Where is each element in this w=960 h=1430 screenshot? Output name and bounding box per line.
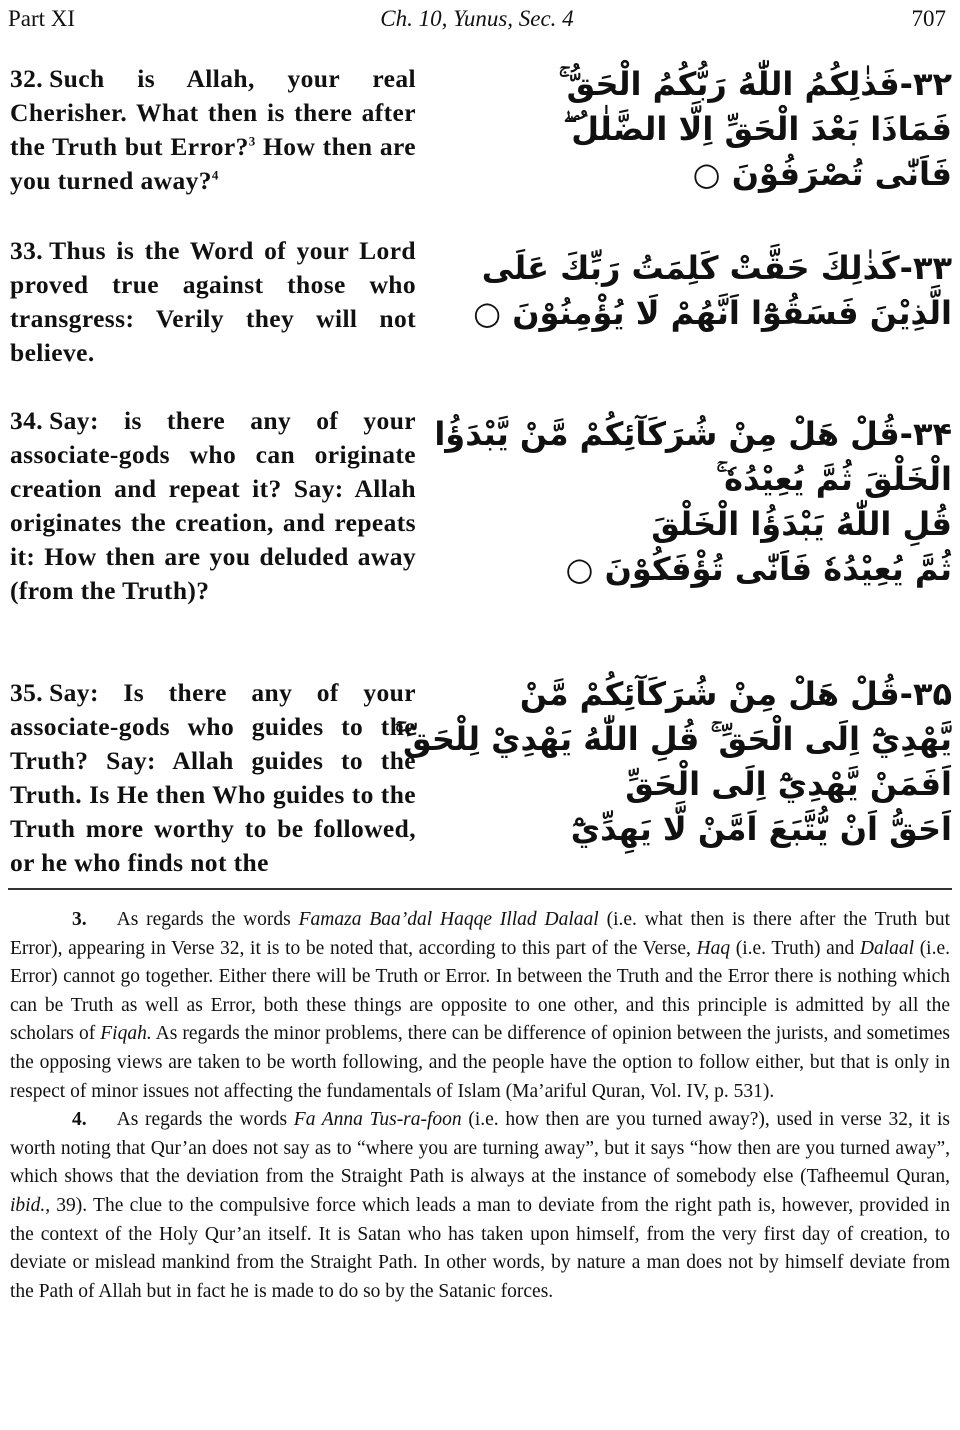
verse-33-english (10, 234, 416, 370)
arabic-line: فَمَاذَا بَعْدَ الْحَقِّ اِلَّا الضَّلٰلُ ۖ (563, 110, 952, 148)
footnote-text: (i.e. Truth) and (730, 937, 860, 959)
footnote-text: (i.e. Error) cannot go together. Either there will be Truth or Error. In between the Truth and the Error there is nothing which can be Truth as well as Error, both these things are opposite to one other, and this principle is admitted by all the scholars of (10, 937, 951, 1045)
footnote-italic: Dalaal (859, 937, 915, 959)
footnote-divider (8, 888, 952, 890)
footnote-4 (10, 1106, 950, 1306)
footnote-number: 4. (72, 1109, 87, 1131)
footnote-ref[interactable]: 4 (211, 167, 219, 183)
page-number: 707 (911, 6, 946, 31)
footnote-italic: Haq (696, 937, 731, 959)
running-header (8, 6, 946, 36)
arabic-line: ۳۲-فَذٰلِكُمُ اللّٰهُ رَبُّكُمُ الْحَقُّ ۚ (558, 65, 952, 103)
footnote-ref[interactable]: 3 (248, 133, 256, 149)
footnote-italic: Famaza Baa’dal Haqqe Illad Dalaal (298, 909, 599, 930)
footnote-number: 3. (72, 909, 87, 930)
arabic-line: ۳۳-كَذٰلِكَ حَقَّتْ كَلِمَتُ رَبِّكَ عَلَى (481, 249, 952, 287)
arabic-line: قُلِ اللّٰهُ يَبْدَؤُا الْخَلْقَ (651, 505, 952, 543)
arabic-line: اَحَقُّ اَنْ يُّتَّبَعَ اَمَّنْ لَّا يَهِدِّيْٓ (570, 810, 952, 848)
verse-35-arabic (395, 672, 952, 852)
arabic-line: ۳۵-قُلْ هَلْ مِنْ شُرَكَآئِكُمْ مَّنْ (519, 675, 952, 713)
arabic-line: يَّهْدِيْٓ اِلَى الْحَقِّ ۚ قُلِ اللّٰهُ يَهْدِيْ لِلْحَقِّ ۚ (395, 720, 952, 758)
verse-text: Such is Allah, your real Cherisher. What then is there after the Truth but Error? (10, 64, 416, 161)
verse-32-arabic (540, 62, 952, 197)
arabic-line: ثُمَّ يُعِيْدُهٗ فَاَنّٰى تُؤْفَكُوْنَ ○ (565, 550, 952, 588)
chapter-title: Ch. 10, Yunus, Sec. 4 (380, 6, 574, 31)
footnote-text: (i.e. what then is there after the Truth but Error), appearing in Verse 32, it is to be noted that, according to this part of the Verse, (10, 909, 950, 959)
verse-number: 35. (10, 678, 44, 707)
footnote-text: As regards the minor problems, there can be difference of opinion between the jurists, and sometimes the opposing views are taken to be worth following, and the people have the option to follow either, but that is only in respect of minor issues not affecting the fundamentals of Islam (Ma’ariful Quran, Vol. IV, p. 531). (10, 1023, 950, 1102)
verse-text-continued: How then are you turned away? (10, 132, 416, 195)
arabic-line: الَّذِيْنَ فَسَقُوْٓا اَنَّهُمْ لَا يُؤْمِنُوْنَ ○ (473, 294, 952, 332)
arabic-line: ۳۴-قُلْ هَلْ مِنْ شُرَكَآئِكُمْ مَّنْ يَّبْدَؤُا (434, 415, 952, 453)
verse-34-arabic (434, 412, 952, 592)
footnotes (10, 906, 950, 1306)
footnote-italic: ibid., (10, 1194, 51, 1216)
footnote-italic: Fiqah. (100, 1023, 152, 1045)
part-label: Part XI (8, 6, 76, 31)
verse-number: 34. (10, 406, 44, 435)
footnote-text: As regards the words (116, 909, 299, 930)
verse-33-arabic (473, 246, 952, 336)
footnote-text: As regards the words (116, 1109, 294, 1131)
arabic-line: اَفَمَنْ يَّهْدِيْٓ اِلَى الْحَقِّ (625, 765, 952, 803)
footnote-italic: Fa Anna Tus-ra-foon (293, 1109, 462, 1131)
arabic-line: الْخَلْقَ ثُمَّ يُعِيْدُهٗ ۚ (716, 460, 952, 498)
verse-text: Thus is the Word of your Lord proved true against those who transgress: Verily they will not believe. (10, 236, 416, 367)
arabic-line: فَاَنّٰى تُصْرَفُوْنَ ○ (692, 155, 952, 193)
footnote-3 (10, 906, 950, 1106)
footnote-text: 39). The clue to the compulsive force which leads a man to deviate from the right path is, however, provided in the context of the Holy Qur’an itself. It is Satan who has taken upon himself, from the very first day of creation, to deviate or mislead mankind from the Straight Path. In other words, by nature a man does not by himself deviate from the Path of Allah but in fact he is made to do so by the Satanic forces. (10, 1194, 950, 1302)
verse-text: Say: is there any of your associate-gods who can originate creation and repeat it? Say: Allah originates the creation, and repeats it: How then are you deluded away (from the Truth)? (10, 406, 416, 605)
verse-number: 32. (10, 64, 44, 93)
verse-34-english (10, 404, 416, 608)
footnote-text: (i.e. how then are you turned away?), used in verse 32, it is worth noting that Qur’an does not say as to “where you are turning away”, but it says “how then are you turned away”, which shows that the deviation from the Straight Path is always at the instance of somebody else (Tafheemul Quran, (10, 1109, 950, 1188)
verse-number: 33. (10, 236, 44, 265)
verse-32-english (10, 62, 416, 198)
verse-35-english (10, 676, 416, 880)
verse-text: Say: Is there any of your associate-gods who guides to the Truth? Say: Allah guides to the Truth. Is He then Who guides to the Truth more worthy to be followed, or he who finds not the (10, 678, 416, 877)
